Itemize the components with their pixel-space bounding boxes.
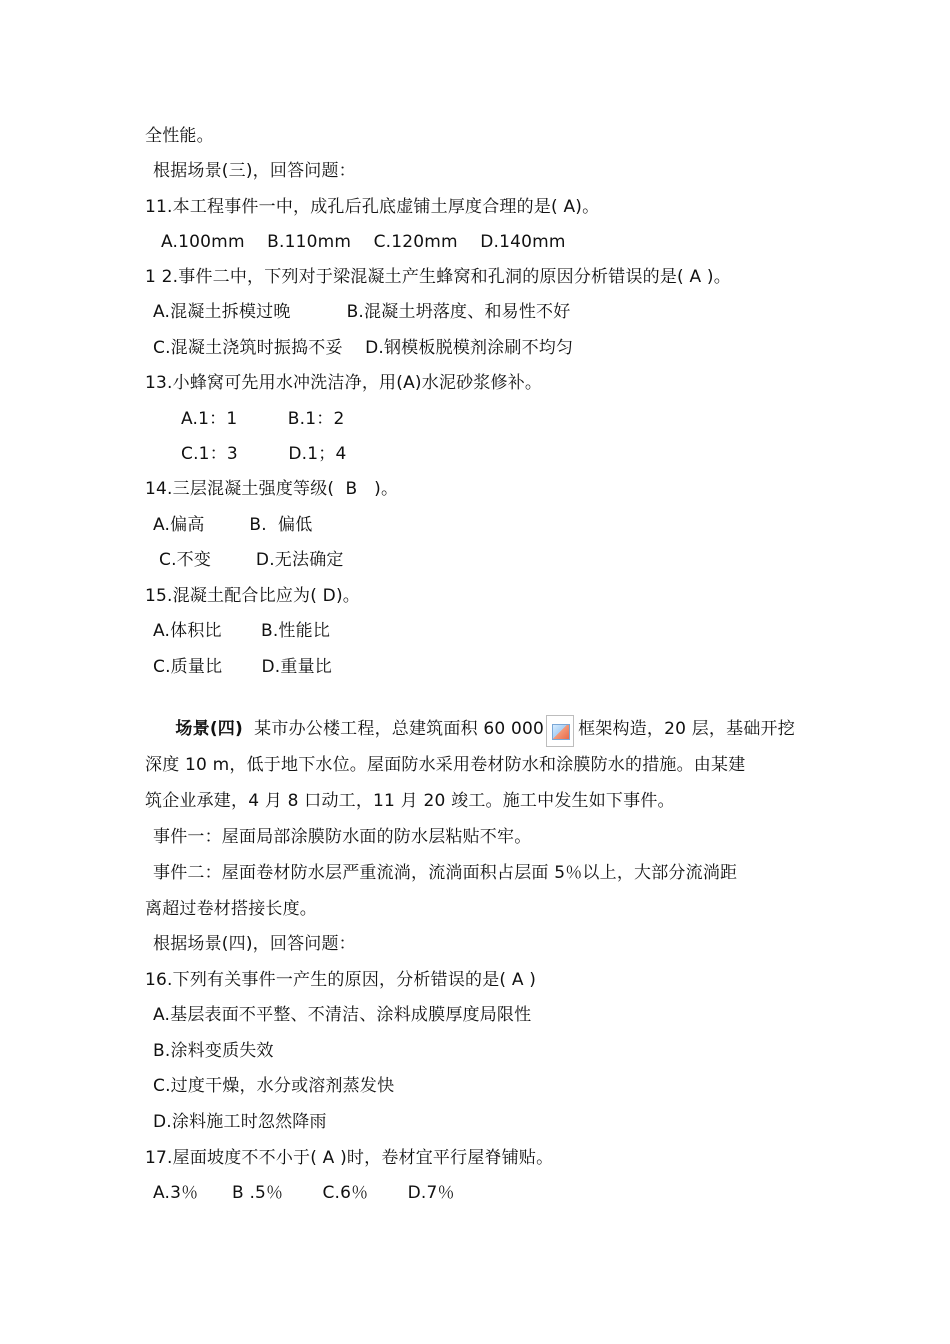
question-12: 1 2.事件二中，下列对于梁混凝土产生蜂窝和孔洞的原因分析错误的是( A )。 bbox=[145, 267, 731, 287]
event-2-continued: 离超过卷材搭接长度。 bbox=[145, 899, 317, 919]
scenario-4-text-b: 框架构造，20 层，基础开挖 bbox=[578, 719, 795, 739]
question-14-options-cd: C.不变 D.无法确定 bbox=[159, 550, 344, 570]
scenario-4-text-a: 某市办公楼工程，总建筑面积 60 000 bbox=[242, 719, 545, 739]
question-11-options: A.100mm B.110mm C.120mm D.140mm bbox=[161, 232, 566, 252]
question-12-options-cd: C.混凝土浇筑时振捣不妥 D.钢模板脱模剂涂刷不均匀 bbox=[153, 338, 574, 358]
question-15-options-ab: A.体积比 B.性能比 bbox=[153, 621, 331, 641]
question-15-options-cd: C.质量比 D.重量比 bbox=[153, 657, 332, 677]
question-13-options-ab: A.1：1 B.1：2 bbox=[181, 409, 345, 429]
event-1: 事件一：屋面局部涂膜防水面的防水层粘贴不牢。 bbox=[153, 827, 532, 847]
question-13-options-cd: C.1：3 D.1；4 bbox=[181, 444, 347, 464]
question-16-option-c: C.过度干燥，水分或溶剂蒸发快 bbox=[153, 1076, 395, 1096]
question-16: 16.下列有关事件一产生的原因，分析错误的是( A ) bbox=[145, 970, 537, 990]
question-16-option-d: D.涂料施工时忽然降雨 bbox=[153, 1112, 327, 1132]
text-line: 全性能。 bbox=[145, 126, 214, 146]
section-intro-4: 根据场景(四)，回答问题： bbox=[153, 934, 356, 954]
question-17: 17.屋面坡度不不小于( A )时，卷材宜平行屋脊铺贴。 bbox=[145, 1148, 554, 1168]
scenario-4-text-c: 深度 10 m，低于地下水位。屋面防水采用卷材防水和涂膜防水的措施。由某建 bbox=[145, 755, 746, 775]
event-2: 事件二：屋面卷材防水层严重流淌，流淌面积占层面 5％以上，大部分流淌距 bbox=[153, 863, 738, 883]
broken-image-icon bbox=[546, 715, 574, 747]
question-17-options: A.3％ B .5％ C.6％ D.7％ bbox=[153, 1183, 455, 1203]
scenario-4-label: 场景(四) bbox=[175, 719, 243, 739]
section-intro: 根据场景(三)，回答问题： bbox=[153, 161, 356, 181]
question-16-option-a: A.基层表面不平整、不清洁、涂料成膜厚度局限性 bbox=[153, 1005, 532, 1025]
question-14: 14.三层混凝土强度等级( B )。 bbox=[145, 479, 399, 499]
scenario-4-text-d: 筑企业承建，4 月 8 口动工，11 月 20 竣工。施工中发生如下事件。 bbox=[145, 791, 675, 811]
question-11: 11.本工程事件一中，成孔后孔底虚铺土厚度合理的是( A)。 bbox=[145, 197, 600, 217]
question-16-option-b: B.涂料变质失效 bbox=[153, 1041, 274, 1061]
question-15: 15.混凝土配合比应为( D)。 bbox=[145, 586, 360, 606]
question-13: 13.小蜂窝可先用水冲洗洁净，用(A)水泥砂浆修补。 bbox=[145, 373, 543, 393]
question-12-options-ab: A.混凝土拆模过晚 B.混凝土坍落度、和易性不好 bbox=[153, 302, 571, 322]
question-14-options-ab: A.偏高 B. 偏低 bbox=[153, 515, 313, 535]
